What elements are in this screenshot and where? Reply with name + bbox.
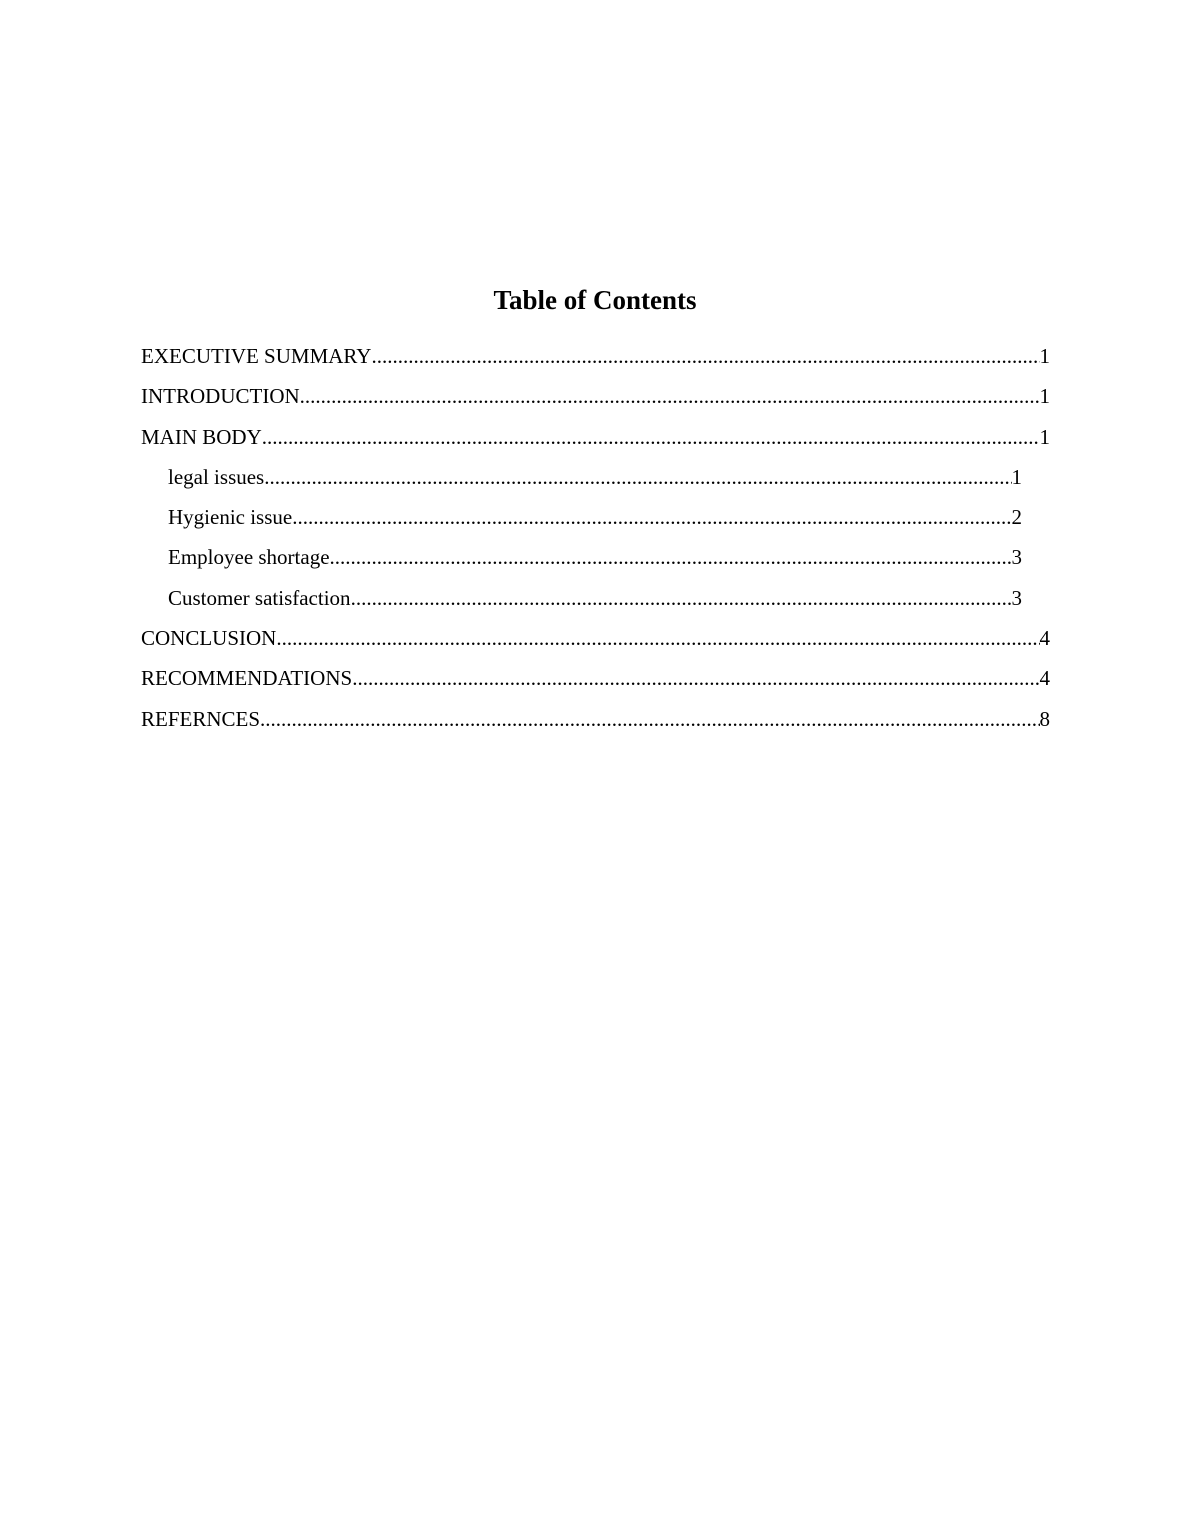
toc-entry-label: CONCLUSION: [141, 626, 277, 650]
toc-dot-leader: [264, 462, 1011, 492]
toc-entry-employee-shortage[interactable]: [168, 542, 1022, 572]
toc-entry-label: legal issues: [168, 465, 265, 489]
toc-entry-references[interactable]: [141, 704, 1050, 734]
toc-title: Table of Contents: [493, 285, 697, 315]
toc-entry-label: MAIN BODY: [141, 425, 262, 449]
toc-entry-label: EXECUTIVE SUMMARY: [141, 344, 372, 368]
toc-entry-label: RECOMMENDATIONS: [141, 666, 353, 690]
toc-entry-page: 3: [1011, 586, 1022, 610]
toc-dot-leader: [351, 583, 1012, 613]
toc-entry-main-body[interactable]: [141, 422, 1050, 452]
toc-entry-executive-summary[interactable]: [141, 341, 1050, 371]
toc-entry-customer-satisfaction[interactable]: [168, 583, 1022, 613]
toc-dot-leader: [262, 422, 1040, 452]
toc-entry-page: 1: [1011, 465, 1022, 489]
toc-dot-leader: [300, 381, 1040, 411]
toc-entry-page: 1: [1039, 425, 1050, 449]
toc-entry-page: 4: [1039, 666, 1050, 690]
toc-dot-leader: [276, 623, 1039, 653]
toc-entry-page: 8: [1039, 707, 1050, 731]
toc-entry-legal-issues[interactable]: [168, 462, 1022, 492]
toc-entry-page: 1: [1039, 344, 1050, 368]
toc-entry-page: 2: [1011, 505, 1022, 529]
toc-dot-leader: [352, 663, 1039, 693]
toc-entry-label: INTRODUCTION: [141, 384, 300, 408]
toc-dot-leader: [260, 704, 1039, 734]
toc-dot-leader: [371, 341, 1039, 371]
toc-entry-hygienic-issue[interactable]: [168, 502, 1022, 532]
toc-entry-label: Employee shortage: [168, 545, 330, 569]
toc-dot-leader: [292, 502, 1011, 532]
toc-entry-page: 3: [1011, 545, 1022, 569]
toc-entry-introduction[interactable]: [141, 381, 1050, 411]
toc-entry-page: 1: [1039, 384, 1050, 408]
toc-entry-page: 4: [1039, 626, 1050, 650]
toc-entry-label: REFERNCES: [141, 707, 261, 731]
toc-entry-label: Customer satisfaction: [168, 586, 351, 610]
toc-dot-leader: [330, 542, 1012, 572]
toc-entry-conclusion[interactable]: [141, 623, 1050, 653]
toc-entry-label: Hygienic issue: [168, 505, 293, 529]
toc-entry-recommendations[interactable]: [141, 663, 1050, 693]
